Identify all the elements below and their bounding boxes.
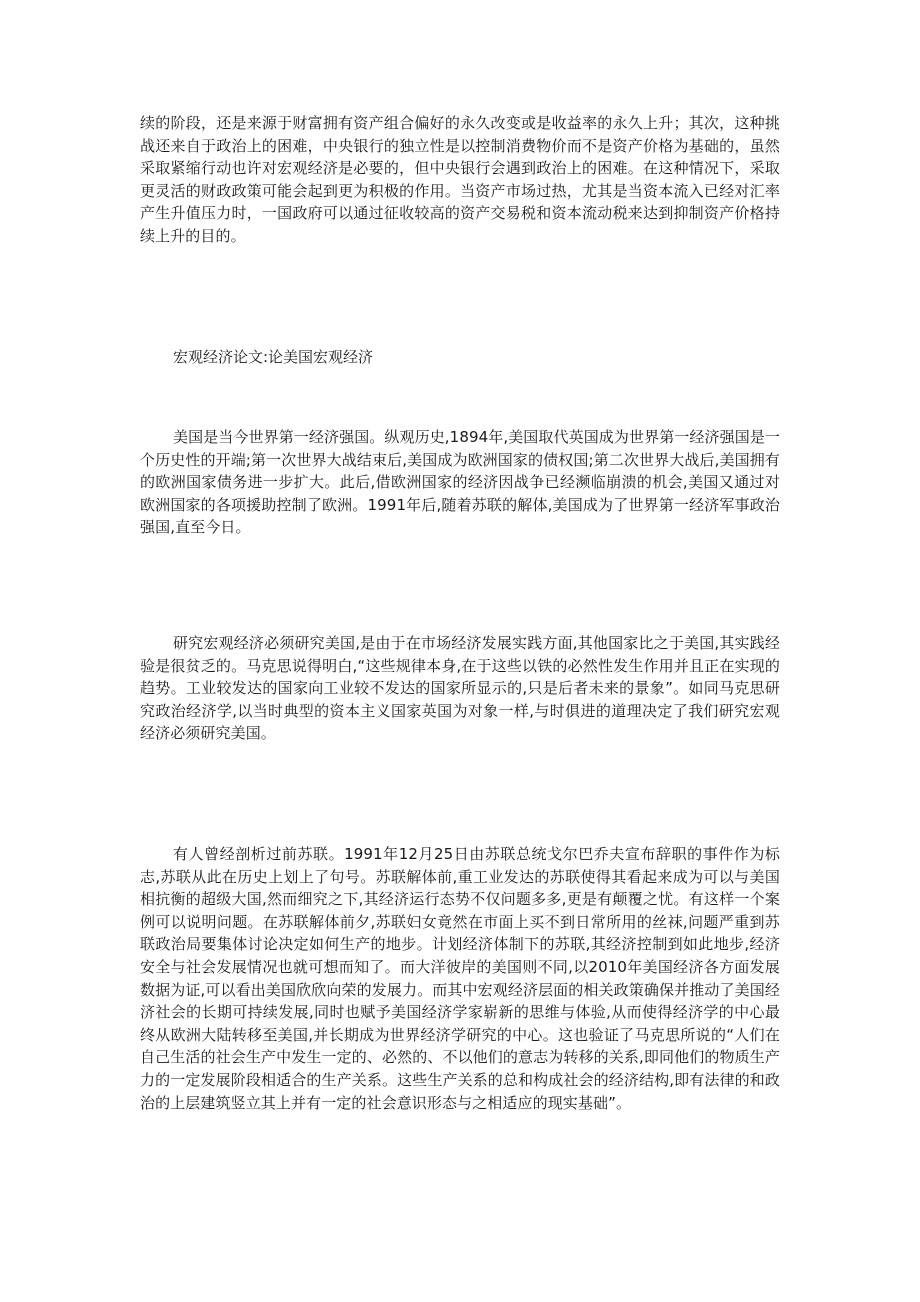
article-title: 宏观经济论文:论美国宏观经济: [173, 348, 374, 366]
body-paragraph-3: 有人曾经剖析过前苏联。1991年12月25日由苏联总统戈尔巴乔夫宣布辞职的事件作为标志,苏联从此在历史上划上了句号。苏联解体前,重工业发达的苏联使得其看起来成为可以与美国相抗衡的超级大国,然而细究之下,其经济运行态势不仅问题多多,更是有颠覆之忧。有这样一个案例可以说明问题。在苏联解体前夕,苏联妇女竟然在市面上买不到日常所用的丝袜,问题严重到苏联政治局要集体讨论决定如何生产的地步。计划经济体制下的苏联,其经济控制到如此地步,经济安全与社会发展情况也就可想而知了。而大洋彼岸的美国则不同,以2010年美国经济各方面发展数据为证,可以看出美国欣欣向荣的发展力。而其中宏观经济层面的相关政策确保并推动了美国经济社会的长期可持续发展,同时也赋予美国经济学家崭新的思维与体验,从而使得经济学的中心最终从欧洲大陆转移至美国,并长期成为世界经济学研究的中心。这也验证了马克思所说的“人们在自己生活的社会生产中发生一定的、必然的、不以他们的意志为转移的关系,即同他们的物质生产力的一定发展阶段相适合的生产关系。这些生产关系的总和构成社会的经济结构,即有法律的和政治的上层建筑竖立其上并有一定的社会意识形态与之相适应的现实基础”。: [140, 845, 780, 1112]
body-paragraph-2: 研究宏观经济必须研究美国,是由于在市场经济发展实践方面,其他国家比之于美国,其实践经验是很贫乏的。马克思说得明白,“这些规律本身,在于这些以铁的必然性发生作用并且正在实现的趋势。工业较发达的国家向工业较不发达的国家所显示的,只是后者未来的景象”。如同马克思研究政治经济学,以当时典型的资本主义国家英国为对象一样,与时俱进的道理决定了我们研究宏观经济必须研究美国。: [140, 634, 780, 743]
body-paragraph-1: 美国是当今世界第一经济强国。纵观历史,1894年,美国取代英国成为世界第一经济强国是一个历史性的开端;第一次世界大战结束后,美国成为欧洲国家的债权国;第二次世界大战后,美国拥有的欧洲国家债务进一步扩大。此后,借欧洲国家的经济因战争已经濒临崩溃的机会,美国又通过对欧洲国家的各项援助控制了欧洲。1991年后,随着苏联的解体,美国成为了世界第一经济军事政治强国,直至今日。: [140, 428, 781, 537]
intro-paragraph: 续的阶段，还是来源于财富拥有资产组合偏好的永久改变或是收益率的永久上升；其次，这种挑战还来自于政治上的困难，中央银行的独立性是以控制消费物价而不是资产价格为基础的，虽然采取紧缩行动也许对宏观经济是必要的，但中央银行会遇到政治上的困难。在这种情况下，采取更灵活的财政政策可能会起到更为积极的作用。当资产市场过热，尤其是当资本流入已经对汇率产生升值压力时，一国政府可以通过征收较高的资产交易税和资本流动税来达到抑制资产价格持续上升的目的。: [140, 114, 780, 245]
